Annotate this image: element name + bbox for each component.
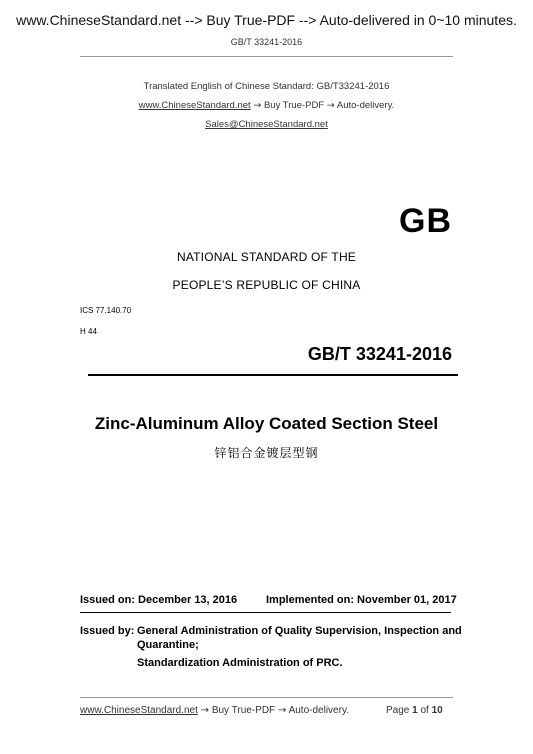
auto-delivery-text: Auto-delivery. — [336, 100, 395, 111]
buy-true-pdf-text: Buy True-PDF — [263, 100, 325, 111]
implemented-on-date: Implemented on: November 01, 2017 — [266, 594, 457, 606]
issuer-line-2: Quarantine; — [137, 639, 199, 651]
page-label: Page — [386, 705, 410, 716]
translation-links-row — [0, 100, 533, 111]
page-of-label: of — [420, 705, 429, 716]
document-title: Zinc-Aluminum Alloy Coated Section Steel — [94, 414, 439, 433]
footer-site-link[interactable]: www.ChineseStandard.net — [80, 705, 198, 716]
issued-on-date: Issued on: December 13, 2016 — [80, 594, 238, 606]
issuer-line-3: Standardization Administration of PRC. — [137, 657, 343, 669]
footer-divider — [80, 697, 453, 698]
translation-note: Translated English of Chinese Standard: GB/T33241-2016 — [143, 81, 390, 92]
document-title-chinese: 锌铝合金镀层型钢 — [214, 446, 319, 460]
standard-number: GB/T 33241-2016 — [307, 344, 452, 364]
issued-by-label: Issued by: — [80, 625, 135, 637]
page-current: 1 — [412, 705, 418, 716]
national-standard-line-2: PEOPLE’S REPUBLIC OF CHINA — [172, 278, 361, 292]
ics-code: ICS 77.140.70 — [80, 306, 132, 315]
footer-links — [80, 705, 349, 716]
header-divider — [80, 56, 453, 57]
issuer-line-1: General Administration of Quality Supervision, Inspection and — [137, 625, 462, 637]
arrow-right-icon: → — [253, 100, 262, 111]
footer-buy-text: Buy True-PDF — [211, 705, 276, 716]
ccs-code: H 44 — [80, 327, 97, 336]
page-total: 10 — [431, 705, 443, 716]
national-standard-line-1: NATIONAL STANDARD OF THE — [176, 250, 357, 264]
title-divider — [88, 374, 458, 376]
sales-email-link[interactable]: Sales@ChineseStandard.net — [205, 119, 328, 130]
top-banner: www.ChineseStandard.net --> Buy True-PDF --> Auto-delivered in 0~10 minutes. — [16, 12, 517, 28]
dates-divider — [80, 612, 451, 613]
arrow-right-icon: → — [200, 705, 210, 716]
footer-delivery-text: Auto-delivery. — [288, 705, 349, 716]
gb-logo: GB — [399, 202, 452, 240]
email-row — [0, 119, 533, 130]
site-link[interactable]: www.ChineseStandard.net — [138, 100, 251, 111]
arrow-right-icon: → — [277, 705, 287, 716]
header-standard-code: GB/T 33241-2016 — [230, 37, 303, 47]
arrow-right-icon: → — [326, 100, 335, 111]
page-indicator — [386, 705, 443, 716]
